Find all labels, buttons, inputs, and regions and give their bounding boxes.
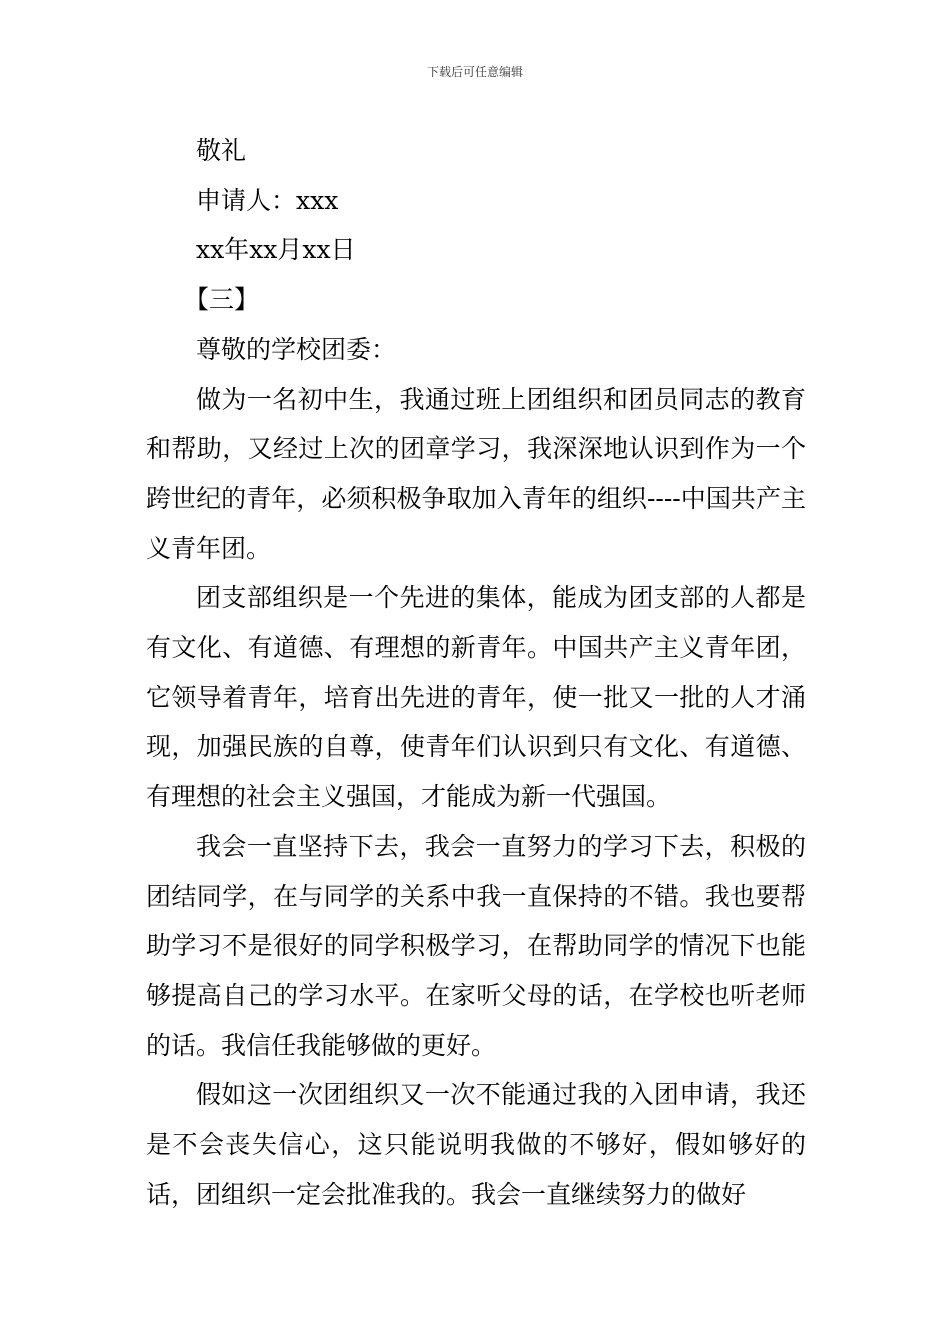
paragraph-3: 我会一直坚持下去，我会一直努力的学习下去，积极的团结同学，在与同学的关系中我一直保持的不错。我也要帮助学习不是很好的同学积极学习，在帮助同学的情况下也能够提高自己的学习水平。在家听父母的话，在学校也听老师的话。我信任我能够做的更好。 — [146, 831, 806, 1060]
paragraph-1: 做为一名初中生，我通过班上团组织和团员同志的教育和帮助，又经过上次的团章学习，我深深地认识到作为一个跨世纪的青年，必须积极争取加入青年的组织----中国共产主义青年团。 — [146, 384, 806, 563]
letter-applicant: 申请人：xxx — [196, 185, 339, 215]
salutation: 尊敬的学校团委： — [196, 334, 397, 364]
document-body — [146, 126, 806, 1219]
paragraph-2: 团支部组织是一个先进的集体，能成为团支部的人都是有文化、有道德、有理想的新青年。中国共产主义青年团，它领导着青年，培育出先进的青年，使一批又一批的人才涌现，加强民族的自尊，使青年们认识到只有文化、有道德、有理想的社会主义强国，才能成为新一代强国。 — [146, 583, 806, 812]
section-marker: 【三】 — [184, 285, 260, 315]
letter-date: xx年xx月xx日 — [196, 235, 356, 265]
letter-closing: 敬礼 — [196, 136, 247, 165]
paragraph-4: 假如这一次团组织又一次不能通过我的入团申请，我还是不会丧失信心，这只能说明我做的不够好，假如够好的话，团组织一定会批准我的。我会一直继续努力的做好 — [146, 1080, 806, 1209]
page-header: 下载后可任意编辑 — [426, 65, 523, 79]
